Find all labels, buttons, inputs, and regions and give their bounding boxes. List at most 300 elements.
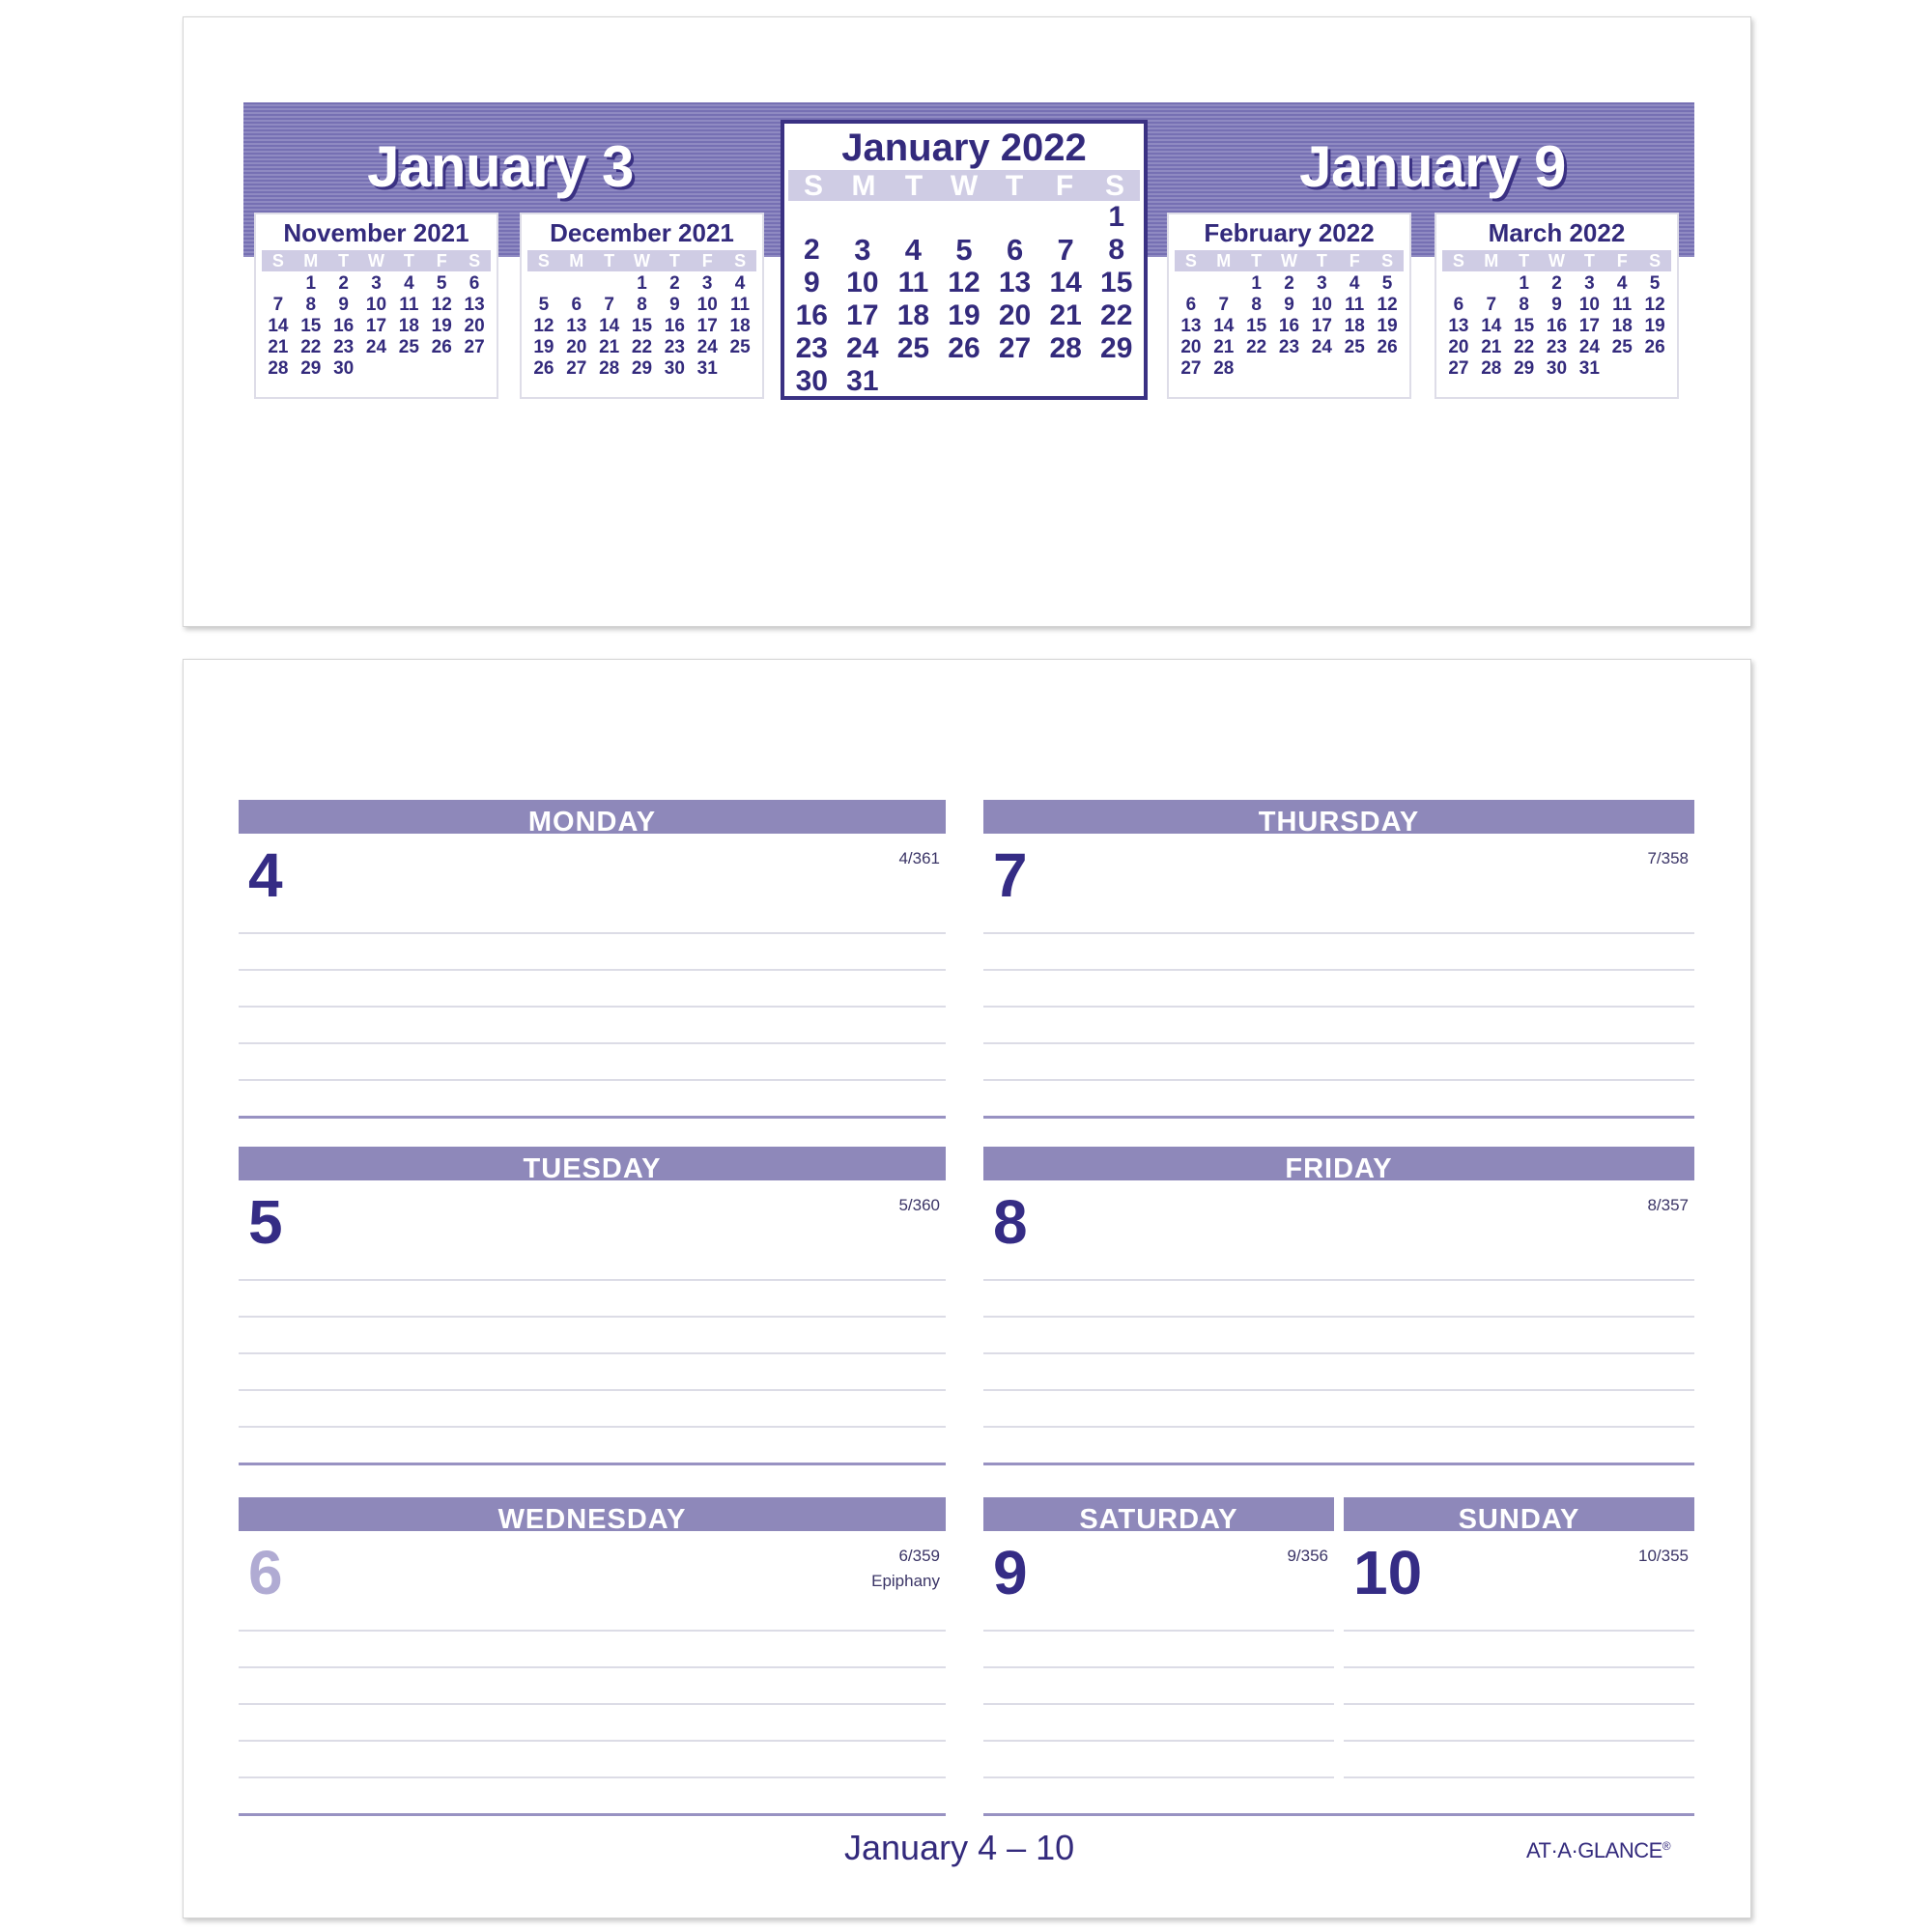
- calendar-day: 23: [1546, 337, 1568, 357]
- date-number: 9: [993, 1538, 1028, 1607]
- calendar-blank-cell: [1175, 273, 1208, 295]
- calendar-day: 25: [729, 337, 751, 357]
- weekday-initial: S: [1452, 251, 1464, 270]
- weekday-initial: W: [367, 251, 384, 270]
- calendar-blank-cell: [838, 201, 889, 234]
- calendar-day: 4: [404, 273, 414, 294]
- writing-line[interactable]: [1344, 1630, 1694, 1632]
- calendar-day: 3: [701, 273, 713, 294]
- mini-calendar-title: December 2021: [550, 218, 734, 247]
- writing-line[interactable]: [983, 1776, 1334, 1778]
- calendar-day: 9: [1284, 295, 1294, 315]
- calendar-blank-cell: [786, 201, 838, 234]
- calendar-day: 7: [1057, 233, 1074, 267]
- weekday-initial: W: [633, 251, 650, 270]
- weekday-initial: M: [1484, 251, 1499, 270]
- calendar-day: 7: [604, 295, 614, 315]
- calendar-day: 24: [846, 332, 879, 364]
- calendar-day: 28: [1481, 358, 1502, 379]
- calendar-day: 26: [1644, 337, 1665, 357]
- day-of-year-label: [871, 1544, 940, 1594]
- calendar-blank-cell: [888, 201, 939, 234]
- calendar-day: 1: [1251, 273, 1262, 294]
- calendar-day: 26: [1377, 337, 1398, 357]
- writing-line[interactable]: [983, 1042, 1694, 1044]
- calendar-day: 17: [696, 316, 718, 336]
- writing-line[interactable]: [239, 1740, 946, 1742]
- day-block-friday[interactable]: [983, 1147, 1694, 1471]
- week-range-label: January 4 – 10: [844, 1828, 1075, 1867]
- current-month-calendar: [781, 120, 1148, 400]
- day-block-sunday[interactable]: [1344, 1497, 1694, 1816]
- writing-line[interactable]: [983, 1316, 1694, 1318]
- section-divider: [239, 1463, 946, 1465]
- mini-calendar-november-2021: [254, 213, 498, 399]
- calendar-day: 30: [333, 358, 355, 379]
- writing-line[interactable]: [983, 1352, 1694, 1354]
- writing-line[interactable]: [1344, 1666, 1694, 1668]
- calendar-day: 30: [795, 365, 828, 397]
- calendar-day: 28: [1213, 358, 1235, 379]
- calendar-blank-cell: [989, 201, 1040, 234]
- calendar-day: 23: [333, 337, 355, 357]
- mini-calendar-title: November 2021: [283, 218, 469, 247]
- calendar-day: 14: [1049, 267, 1082, 298]
- calendar-day: 26: [533, 358, 554, 379]
- calendar-day: 29: [631, 358, 653, 379]
- writing-line[interactable]: [983, 1426, 1694, 1428]
- calendar-day: 6: [1453, 295, 1464, 315]
- day-of-year-label: [898, 846, 940, 871]
- weekday-header: MONDAY: [239, 800, 946, 834]
- day-of-year-label: [1638, 1544, 1689, 1569]
- weekday-header-row: [788, 170, 1140, 201]
- writing-line[interactable]: [983, 1703, 1334, 1705]
- weekday-initial: F: [436, 251, 447, 270]
- calendar-day: 7: [272, 295, 284, 315]
- day-of-year-label: [1647, 1193, 1689, 1218]
- calendar-day: 27: [998, 332, 1032, 364]
- calendar-day: 6: [469, 273, 480, 294]
- writing-line[interactable]: [983, 1079, 1694, 1081]
- date-number: 5: [248, 1187, 283, 1257]
- weekday-initial: T: [1005, 170, 1024, 202]
- calendar-day: 23: [1278, 337, 1300, 357]
- calendar-day: 20: [1180, 337, 1202, 357]
- day-block-tuesday[interactable]: [239, 1147, 946, 1471]
- weekday-initial: S: [734, 251, 747, 270]
- weekday-initial: S: [803, 170, 823, 202]
- calendar-day: 12: [431, 295, 452, 315]
- weekday-initial: W: [1280, 251, 1297, 270]
- week-end-title: January 9: [1299, 134, 1566, 199]
- calendar-day: 29: [300, 358, 322, 379]
- calendar-day: 10: [1578, 295, 1600, 315]
- calendar-day: 8: [1519, 295, 1529, 315]
- weekday-initial: T: [338, 251, 350, 270]
- weekday-header-row: [1175, 250, 1404, 271]
- weekday-initial: S: [1104, 170, 1124, 202]
- section-divider: [1344, 1813, 1694, 1816]
- date-number: 8: [993, 1187, 1028, 1257]
- weekday-initial: S: [1184, 251, 1197, 270]
- weekday-initial: M: [851, 170, 876, 202]
- calendar-day: 26: [948, 332, 980, 364]
- brand-logo: [1526, 1838, 1670, 1863]
- writing-line[interactable]: [1344, 1776, 1694, 1778]
- weekday-initial: T: [904, 170, 923, 202]
- current-month-title: January 2022: [841, 127, 1087, 169]
- calendar-day: 27: [566, 358, 587, 379]
- calendar-day: 19: [1644, 316, 1665, 336]
- calendar-day: 16: [1278, 316, 1300, 336]
- writing-line[interactable]: [239, 1703, 946, 1705]
- calendar-day: 19: [1377, 316, 1398, 336]
- calendar-day: 22: [1100, 299, 1133, 331]
- calendar-day: 21: [268, 337, 289, 357]
- weekday-initial: S: [537, 251, 550, 270]
- writing-line[interactable]: [239, 1279, 946, 1281]
- calendar-day: 1: [637, 273, 647, 294]
- calendar-blank-cell: [939, 201, 990, 234]
- calendar-day: 11: [897, 267, 929, 298]
- date-number: 6: [248, 1538, 283, 1607]
- weekday-header-row: [262, 250, 491, 271]
- calendar-day: 17: [365, 316, 387, 336]
- weekday-initial: S: [1381, 251, 1394, 270]
- day-block-thursday[interactable]: [983, 800, 1694, 1124]
- weekday-initial: T: [1316, 251, 1327, 270]
- day-count: 10/355: [1638, 1547, 1689, 1565]
- writing-line[interactable]: [983, 1630, 1334, 1632]
- writing-line[interactable]: [1344, 1703, 1694, 1705]
- weekday-initial: T: [403, 251, 414, 270]
- calendar-day: 21: [599, 337, 620, 357]
- calendar-day: 1: [1108, 201, 1125, 233]
- weekday-initial: T: [1251, 251, 1263, 270]
- calendar-day: 21: [1049, 299, 1082, 331]
- weekday-header: THURSDAY: [983, 800, 1694, 834]
- calendar-day: 26: [431, 337, 452, 357]
- calendar-day: 9: [338, 295, 349, 315]
- calendar-day: 8: [1251, 295, 1262, 315]
- calendar-day: 16: [1546, 316, 1568, 336]
- day-of-year-label: [1647, 846, 1689, 871]
- writing-line[interactable]: [239, 1776, 946, 1778]
- day-count: 7/358: [1647, 849, 1689, 867]
- calendar-blank-cell: [1040, 201, 1092, 234]
- mini-calendar-days: [1442, 273, 1671, 380]
- calendar-day: 15: [1514, 316, 1535, 336]
- calendar-day: 21: [1481, 337, 1502, 357]
- weekday-header-row: [527, 250, 756, 271]
- calendar-day: 4: [1616, 273, 1628, 294]
- calendar-day: 29: [1100, 332, 1133, 364]
- calendar-day: 14: [599, 316, 620, 336]
- calendar-day: 7: [1218, 295, 1230, 315]
- writing-line[interactable]: [983, 1740, 1334, 1742]
- day-count: 9/356: [1287, 1547, 1328, 1565]
- mini-calendar-days: [262, 273, 491, 380]
- day-count: 5/360: [898, 1196, 940, 1214]
- calendar-day: 18: [1611, 316, 1633, 336]
- week-start-title: January 3: [367, 134, 634, 199]
- calendar-day: 13: [566, 316, 587, 336]
- weekday-initial: F: [1055, 170, 1074, 202]
- writing-line[interactable]: [239, 1042, 946, 1044]
- writing-line[interactable]: [1344, 1740, 1694, 1742]
- weekday-initial: F: [701, 251, 713, 270]
- day-block-monday[interactable]: [239, 800, 946, 1124]
- calendar-day: 20: [464, 316, 485, 336]
- weekday-header: TUESDAY: [239, 1147, 946, 1180]
- writing-line[interactable]: [983, 1006, 1694, 1008]
- calendar-day: 20: [998, 299, 1032, 331]
- calendar-day: 19: [948, 299, 980, 331]
- calendar-blank-cell: [1442, 273, 1475, 295]
- writing-line[interactable]: [983, 1389, 1694, 1391]
- weekday-header: SATURDAY: [983, 1497, 1334, 1531]
- section-divider: [983, 1813, 1344, 1816]
- writing-line[interactable]: [239, 1316, 946, 1318]
- calendar-day: 17: [1311, 316, 1332, 336]
- calendar-day: 22: [631, 337, 653, 357]
- mini-calendar-days: [1175, 273, 1404, 380]
- calendar-day: 1: [1519, 273, 1529, 294]
- date-number: 4: [248, 840, 283, 910]
- calendar-day: 27: [1180, 358, 1202, 379]
- day-block-wednesday[interactable]: [239, 1497, 946, 1816]
- calendar-day: 25: [1611, 337, 1633, 357]
- writing-line[interactable]: [983, 1279, 1694, 1281]
- weekday-initial: S: [1649, 251, 1662, 270]
- calendar-day: 11: [1612, 295, 1633, 315]
- calendar-day: 10: [696, 295, 718, 315]
- weekday-initial: T: [1519, 251, 1530, 270]
- calendar-blank-cell: [527, 273, 560, 295]
- calendar-day: 19: [431, 316, 452, 336]
- writing-line[interactable]: [239, 1079, 946, 1081]
- weekday-initial: T: [1583, 251, 1595, 270]
- calendar-day: 9: [803, 267, 820, 298]
- calendar-day: 30: [664, 358, 685, 379]
- calendar-day: 22: [1246, 337, 1267, 357]
- calendar-day: 14: [1213, 316, 1235, 336]
- calendar-day: 3: [371, 273, 382, 294]
- calendar-day: 17: [1578, 316, 1600, 336]
- mini-calendar-title: March 2022: [1488, 218, 1626, 247]
- calendar-day: 13: [1448, 316, 1469, 336]
- calendar-day: 29: [1514, 358, 1535, 379]
- calendar-day: 16: [795, 299, 828, 331]
- weekday-initial: S: [271, 251, 284, 270]
- calendar-day: 1: [305, 273, 317, 294]
- calendar-day: 2: [669, 273, 680, 294]
- calendar-day: 8: [637, 295, 647, 315]
- calendar-day: 18: [398, 316, 419, 336]
- calendar-day: 30: [1546, 358, 1568, 379]
- calendar-day: 3: [1317, 273, 1327, 294]
- mini-calendar-days: [527, 273, 756, 380]
- calendar-day: 6: [1185, 295, 1197, 315]
- calendar-day: 14: [1481, 316, 1502, 336]
- calendar-day: 5: [1381, 273, 1393, 294]
- calendar-day: 3: [854, 233, 871, 267]
- calendar-day: 2: [338, 273, 349, 294]
- calendar-blank-cell: [593, 273, 626, 295]
- calendar-day: 13: [998, 267, 1032, 298]
- mini-calendar-december-2021: [520, 213, 764, 399]
- weekday-header: FRIDAY: [983, 1147, 1694, 1180]
- calendar-day: 5: [955, 233, 973, 267]
- calendar-day: 12: [948, 267, 980, 298]
- calendar-day: 22: [1514, 337, 1535, 357]
- calendar-day: 15: [1100, 267, 1133, 298]
- mini-calendar-march-2022: [1435, 213, 1679, 399]
- calendar-day: 7: [1486, 295, 1497, 315]
- calendar-day: 25: [398, 337, 419, 357]
- calendar-day: 27: [464, 337, 485, 357]
- calendar-day: 20: [566, 337, 587, 357]
- calendar-day: 25: [1344, 337, 1365, 357]
- calendar-day: 4: [734, 273, 746, 294]
- section-divider: [239, 1813, 946, 1816]
- calendar-day: 5: [1649, 273, 1661, 294]
- weekday-header: WEDNESDAY: [239, 1497, 946, 1531]
- calendar-day: 12: [1377, 295, 1398, 315]
- calendar-day: 11: [1345, 295, 1365, 315]
- calendar-day: 19: [533, 337, 554, 357]
- day-count: 8/357: [1647, 1196, 1689, 1214]
- calendar-day: 8: [305, 295, 317, 315]
- calendar-day: 31: [1578, 358, 1600, 379]
- weekday-header: SUNDAY: [1344, 1497, 1694, 1531]
- date-number: 7: [993, 840, 1028, 910]
- calendar-day: 18: [1344, 316, 1365, 336]
- calendar-blank-cell: [1475, 273, 1508, 295]
- calendar-day: 4: [904, 233, 923, 267]
- calendar-day: 22: [300, 337, 322, 357]
- day-block-saturday[interactable]: [983, 1497, 1334, 1816]
- calendar-day: 24: [696, 337, 718, 357]
- calendar-day: 9: [669, 295, 680, 315]
- calendar-day: 24: [365, 337, 387, 357]
- day-of-year-label: [1287, 1544, 1328, 1569]
- calendar-day: 6: [571, 295, 582, 315]
- writing-line[interactable]: [983, 1666, 1334, 1668]
- calendar-day: 2: [803, 234, 820, 266]
- day-of-year-label: [898, 1193, 940, 1218]
- calendar-day: 17: [846, 299, 879, 331]
- section-divider: [983, 1116, 1694, 1119]
- weekday-initial: M: [303, 251, 319, 270]
- day-count: 4/361: [898, 849, 940, 867]
- calendar-day: 15: [631, 316, 653, 336]
- calendar-day: 20: [1448, 337, 1469, 357]
- writing-line[interactable]: [239, 1426, 946, 1428]
- calendar-day: 23: [664, 337, 685, 357]
- writing-line[interactable]: [983, 932, 1694, 934]
- calendar-day: 2: [1551, 273, 1562, 294]
- weekday-initial: F: [1616, 251, 1628, 270]
- writing-line[interactable]: [239, 1006, 946, 1008]
- calendar-day: 18: [729, 316, 751, 336]
- calendar-blank-cell: [560, 273, 593, 295]
- calendar-day: 6: [1006, 233, 1024, 267]
- mini-calendar-title: February 2022: [1204, 218, 1375, 247]
- writing-line[interactable]: [239, 1666, 946, 1668]
- calendar-day: 4: [1349, 273, 1360, 294]
- calendar-day: 2: [1284, 273, 1294, 294]
- weekday-initial: T: [668, 251, 680, 270]
- calendar-day: 11: [730, 295, 751, 315]
- holiday-note: Epiphany: [871, 1572, 940, 1590]
- calendar-day: 11: [399, 295, 419, 315]
- calendar-day: 31: [696, 358, 718, 379]
- weekday-initial: S: [469, 251, 481, 270]
- calendar-day: 24: [1578, 337, 1600, 357]
- monthly-header-page: [183, 16, 1751, 627]
- calendar-day: 13: [1180, 316, 1202, 336]
- calendar-blank-cell: [1208, 273, 1240, 295]
- calendar-blank-cell: [262, 273, 295, 295]
- calendar-day: 9: [1551, 295, 1562, 315]
- calendar-day: 5: [538, 295, 550, 315]
- weekday-initial: T: [604, 251, 615, 270]
- calendar-day: 8: [1108, 234, 1125, 266]
- mini-calendar-february-2022: [1167, 213, 1411, 399]
- current-month-days: [786, 201, 1142, 398]
- day-count: 6/359: [898, 1547, 940, 1565]
- calendar-day: 10: [365, 295, 387, 315]
- writing-line[interactable]: [239, 1352, 946, 1354]
- writing-line[interactable]: [983, 969, 1694, 971]
- weekday-initial: M: [569, 251, 584, 270]
- calendar-day: 16: [333, 316, 355, 336]
- calendar-day: 31: [846, 365, 879, 397]
- calendar-day: 15: [300, 316, 322, 336]
- writing-line[interactable]: [239, 1389, 946, 1391]
- calendar-day: 28: [1049, 332, 1082, 364]
- weekday-initial: W: [1548, 251, 1565, 270]
- writing-line[interactable]: [239, 1630, 946, 1632]
- calendar-day: 28: [599, 358, 620, 379]
- writing-line[interactable]: [239, 932, 946, 934]
- calendar-day: 27: [1448, 358, 1469, 379]
- registered-mark-icon: ®: [1662, 1838, 1671, 1853]
- writing-line[interactable]: [239, 969, 946, 971]
- calendar-day: 12: [533, 316, 554, 336]
- calendar-day: 24: [1311, 337, 1332, 357]
- calendar-day: 12: [1644, 295, 1665, 315]
- section-divider: [983, 1463, 1694, 1465]
- calendar-day: 21: [1213, 337, 1235, 357]
- calendar-day: 14: [268, 316, 289, 336]
- calendar-day: 10: [1311, 295, 1332, 315]
- weekday-initial: F: [1349, 251, 1360, 270]
- calendar-day: 15: [1246, 316, 1267, 336]
- calendar-day: 3: [1584, 273, 1595, 294]
- calendar-day: 23: [795, 332, 828, 364]
- date-number: 10: [1353, 1538, 1423, 1607]
- calendar-day: 25: [896, 332, 930, 364]
- section-divider: [239, 1116, 946, 1119]
- calendar-day: 13: [464, 295, 485, 315]
- calendar-day: 10: [846, 267, 879, 298]
- weekday-initial: W: [950, 170, 979, 202]
- calendar-day: 5: [436, 273, 447, 294]
- calendar-day: 28: [268, 358, 289, 379]
